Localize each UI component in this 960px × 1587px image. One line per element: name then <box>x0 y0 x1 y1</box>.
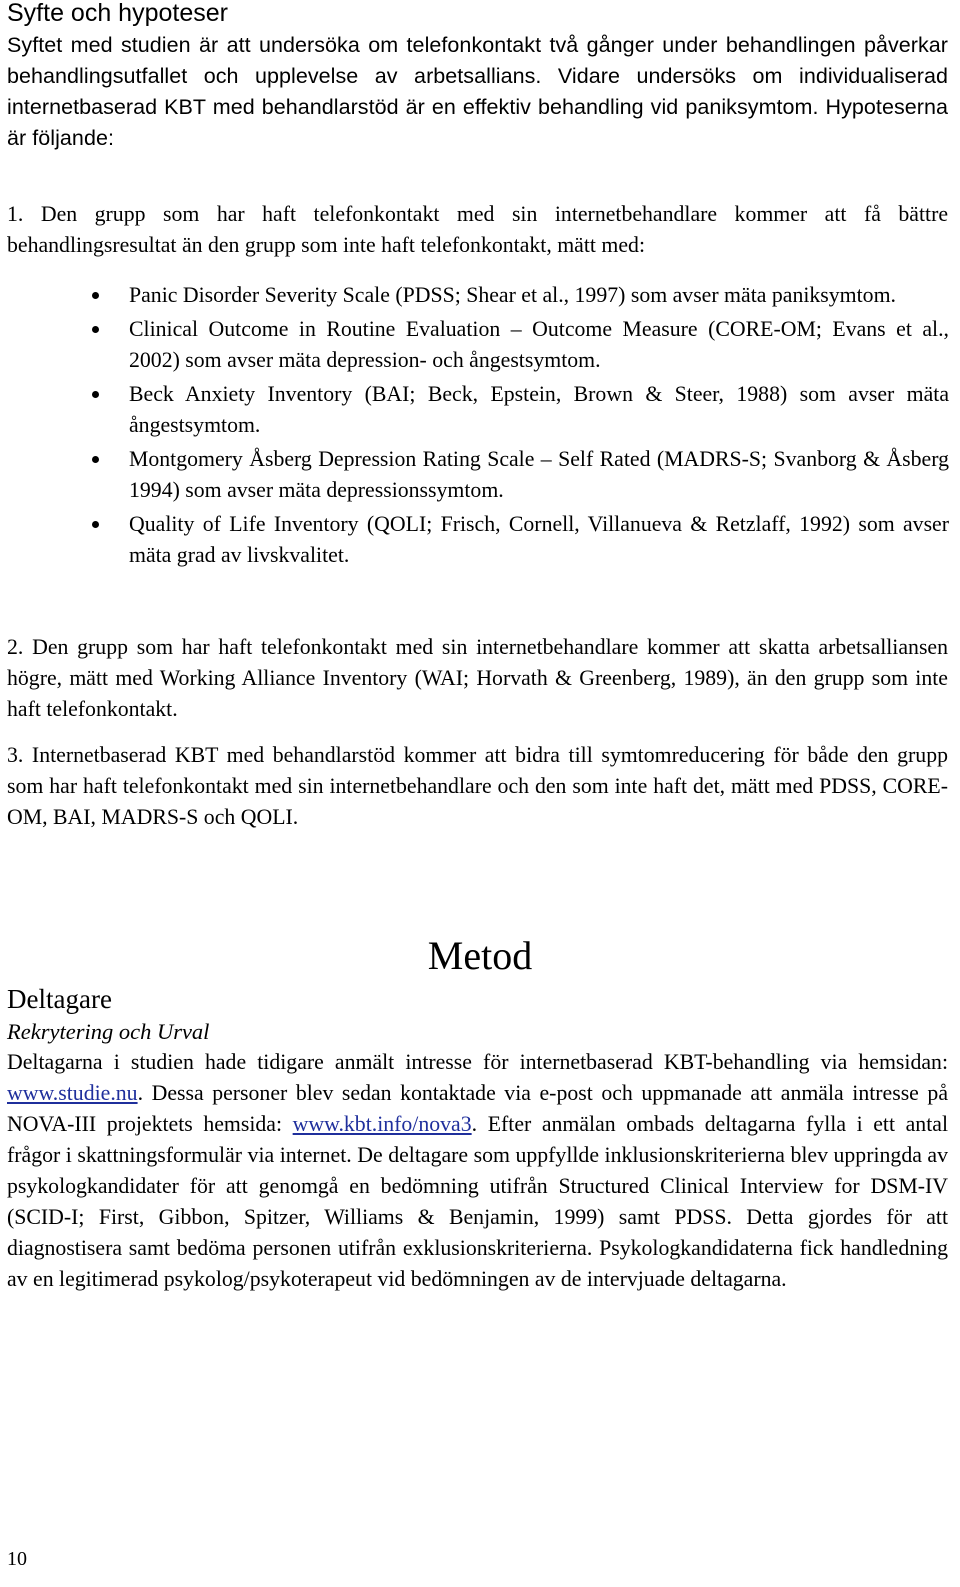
list-item <box>85 314 949 376</box>
list-item <box>85 509 949 571</box>
list-item <box>85 444 949 506</box>
bullet-icon <box>92 456 99 463</box>
hypothesis-3: 3. Internetbaserad KBT med behandlarstöd kommer att bidra till symtomreducering för både den grupp som har haft telefonkontakt med sin internetbehandlare och den som inte haft det, mätt med PDSS, CORE-OM, BAI, MADRS-S och QOLI. <box>7 743 948 829</box>
participants-heading: Deltagare <box>7 984 112 1014</box>
page-number: 10 <box>7 1548 27 1570</box>
bullet-icon <box>92 391 99 398</box>
studie-link[interactable]: www.studie.nu <box>7 1081 138 1105</box>
measures-list <box>85 280 949 574</box>
list-item <box>85 379 949 441</box>
section-heading: Syfte och hypoteser <box>7 0 228 27</box>
paragraph-text: Deltagarna i studien hade tidigare anmält intresse för internetbaserad KBT-behandling via hemsidan: <box>7 1050 948 1074</box>
measure-text: Panic Disorder Severity Scale (PDSS; Shear et al., 1997) som avser mäta paniksymtom. <box>129 283 896 307</box>
list-item <box>85 280 949 311</box>
bullet-icon <box>92 326 99 333</box>
hypothesis-2: 2. Den grupp som har haft telefonkontakt med sin internetbehandlare kommer att skatta arbetsalliansen högre, mätt med Working Alliance Inventory (WAI; Horvath & Greenberg, 1989), än den grupp som inte haft telefonkontakt. <box>7 635 948 721</box>
measure-text: Montgomery Åsberg Depression Rating Scale – Self Rated (MADRS-S; Svanborg & Åsberg 1994) som avser mäta depressionssymtom. <box>129 447 949 502</box>
paragraph-text: . Dessa personer blev sedan kontaktade via e-post och uppmanade att anmäla intresse på NOVA-III projektets hemsida: <box>7 1081 948 1136</box>
paragraph-text: . Efter anmälan ombads deltagarna fylla i ett antal frågor i skattningsformulär via internet. De deltagare som uppfyllde inklusionskriterierna blev uppringda av psykologkandidater för att genomgå en bedömning utifrån Structured Clinical Interview for DSM-IV (SCID-I; First, Gibbon, Spitzer, Williams & Benjamin, 1999) samt PDSS. Detta gjordes för att diagnostisera samt bedöma personen utifrån exklusionskriterierna. Psykologkandidaterna fick handledning av en legitimerad psykolog/psykoterapeut vid bedömningen av de intervjuade deltagarna. <box>7 1112 948 1291</box>
intro-paragraph: Syftet med studien är att undersöka om telefonkontakt två gånger under behandlingen påverkar behandlingsutfallet och upplevelse av arbetsallians. Vidare undersöks om individualiserad internetbaserad KBT med behandlarstöd är en effektiv behandling vid paniksymtom. Hypoteserna är följande: <box>7 33 948 150</box>
bullet-icon <box>92 521 99 528</box>
method-title: Metod <box>427 933 533 978</box>
measure-text: Quality of Life Inventory (QOLI; Frisch, Cornell, Villanueva & Retzlaff, 1992) som avser mäta grad av livskvalitet. <box>129 512 949 567</box>
measure-text: Beck Anxiety Inventory (BAI; Beck, Epstein, Brown & Steer, 1988) som avser mäta ångestsymtom. <box>129 382 949 437</box>
nova3-link[interactable]: www.kbt.info/nova3 <box>292 1112 472 1136</box>
measure-text: Clinical Outcome in Routine Evaluation – Outcome Measure (CORE-OM; Evans et al., 2002) som avser mäta depression- och ångestsymtom. <box>129 317 949 372</box>
recruitment-heading: Rekrytering och Urval <box>7 1019 210 1044</box>
recruitment-paragraph <box>7 1047 948 1295</box>
hypothesis-1: 1. Den grupp som har haft telefonkontakt med sin internetbehandlare kommer att få bättre behandlingsresultat än den grupp som inte haft telefonkontakt, mätt med: <box>7 202 948 257</box>
bullet-icon <box>92 292 99 299</box>
